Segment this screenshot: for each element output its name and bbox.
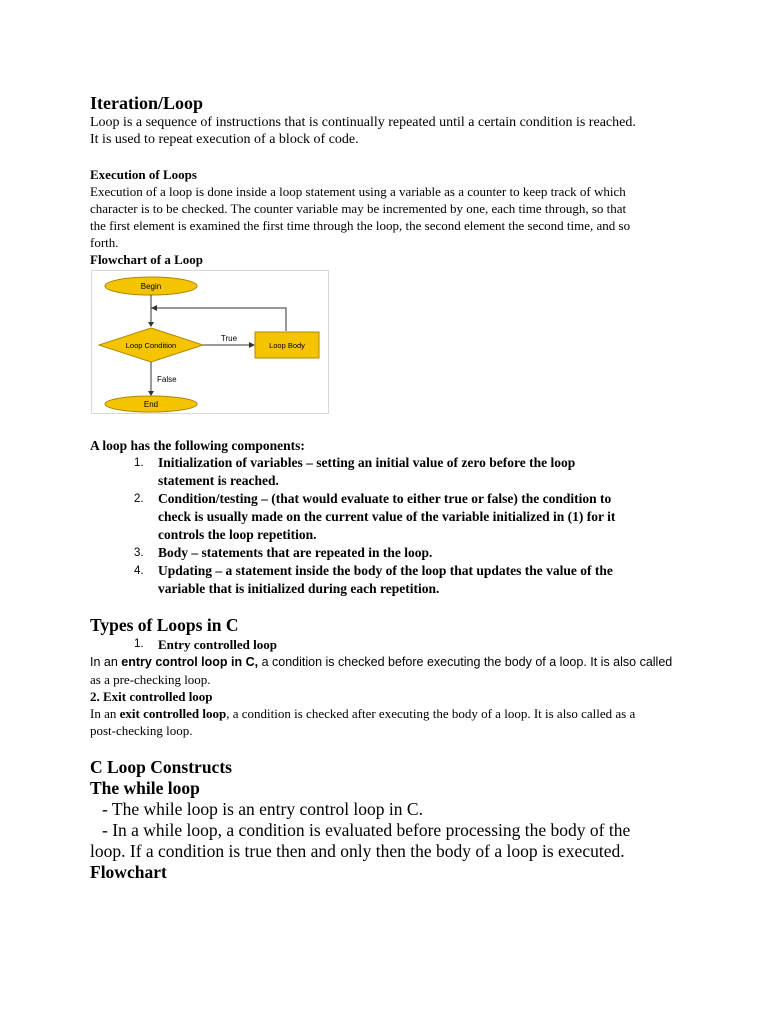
intro-line-2: It is used to repeat execution of a block of code.	[90, 132, 359, 147]
while-flowchart-heading: Flowchart	[90, 862, 167, 882]
end-label: End	[143, 400, 159, 409]
execution-line-4: forth.	[90, 235, 119, 250]
entry-loop-line-1	[90, 653, 690, 671]
list-item	[134, 544, 690, 562]
loop-flowchart	[91, 270, 329, 414]
entry-loop-line-2: as a pre-checking loop.	[90, 672, 211, 687]
types-heading: Types of Loops in C	[90, 615, 239, 635]
exit-lead: In an	[90, 706, 120, 721]
condition-label: Loop Condition	[125, 341, 177, 350]
list-text: Body – statements that are repeated in the loop.	[158, 545, 433, 560]
list-text: variable that is initialized during each repetition.	[158, 581, 440, 596]
execution-line-1: Execution of a loop is done inside a loop statement using a variable as a counter to keep track of which	[90, 184, 626, 199]
list-number: 4.	[134, 565, 144, 577]
execution-line-3: the first element is examined the first time through the loop, the second element the second time, and so	[90, 218, 631, 233]
entry-loop-title-row	[134, 636, 690, 653]
list-item	[134, 562, 690, 598]
entry-rest: a condition is checked before executing the body of a loop. It is also called	[258, 655, 673, 669]
list-number: 1.	[134, 457, 144, 469]
exit-rest: , a condition is checked after executing the body of a loop. It is also called as a	[226, 706, 636, 721]
entry-bold: entry control loop in C,	[121, 655, 259, 669]
body-label: Loop Body	[269, 341, 305, 350]
list-item	[134, 490, 690, 544]
list-number: 2.	[134, 493, 144, 505]
exit-loop-line-1	[90, 705, 690, 722]
flowchart-heading: Flowchart of a Loop	[90, 252, 204, 267]
list-text: statement is reached.	[158, 473, 279, 488]
execution-line-2: character is to be checked. The counter variable may be incremented by one, each time through, so that	[90, 201, 627, 216]
list-text: Updating – a statement inside the body of the loop that updates the value of the	[158, 563, 613, 578]
entry-loop-title: Entry controlled loop	[158, 637, 277, 652]
while-loop-heading: The while loop	[90, 778, 200, 798]
while-line-3: loop. If a condition is true then and only then the body of a loop is executed.	[90, 841, 625, 861]
list-text: Initialization of variables – setting an initial value of zero before the loop	[158, 455, 576, 470]
components-heading: A loop has the following components:	[90, 438, 305, 453]
while-line-1: - The while loop is an entry control loop in C.	[102, 799, 423, 819]
list-number: 3.	[134, 547, 144, 559]
list-text: controls the loop repetition.	[158, 527, 317, 542]
page-title: Iteration/Loop	[90, 93, 204, 113]
while-line-2: - In a while loop, a condition is evaluated before processing the body of the	[102, 820, 631, 840]
exit-bold: exit controlled loop	[119, 706, 227, 721]
true-label: True	[220, 334, 238, 343]
exit-loop-title: 2. Exit controlled loop	[90, 689, 213, 704]
list-text: Condition/testing – (that would evaluate to either true or false) the condition to	[158, 491, 612, 506]
list-item	[134, 454, 690, 490]
list-text: check is usually made on the current value of the variable initialized in (1) for it	[158, 509, 616, 524]
entry-lead: In an	[90, 655, 122, 669]
intro-line-1: Loop is a sequence of instructions that is continually repeated until a certain condition is reached.	[90, 115, 636, 130]
document-page	[90, 92, 690, 883]
components-list	[90, 454, 690, 598]
execution-heading: Execution of Loops	[90, 167, 197, 182]
begin-label: Begin	[140, 282, 162, 291]
entry-loop-number: 1.	[134, 638, 144, 650]
constructs-heading: C Loop Constructs	[90, 757, 232, 777]
false-label: False	[157, 375, 177, 384]
exit-loop-line-2: post-checking loop.	[90, 723, 193, 738]
